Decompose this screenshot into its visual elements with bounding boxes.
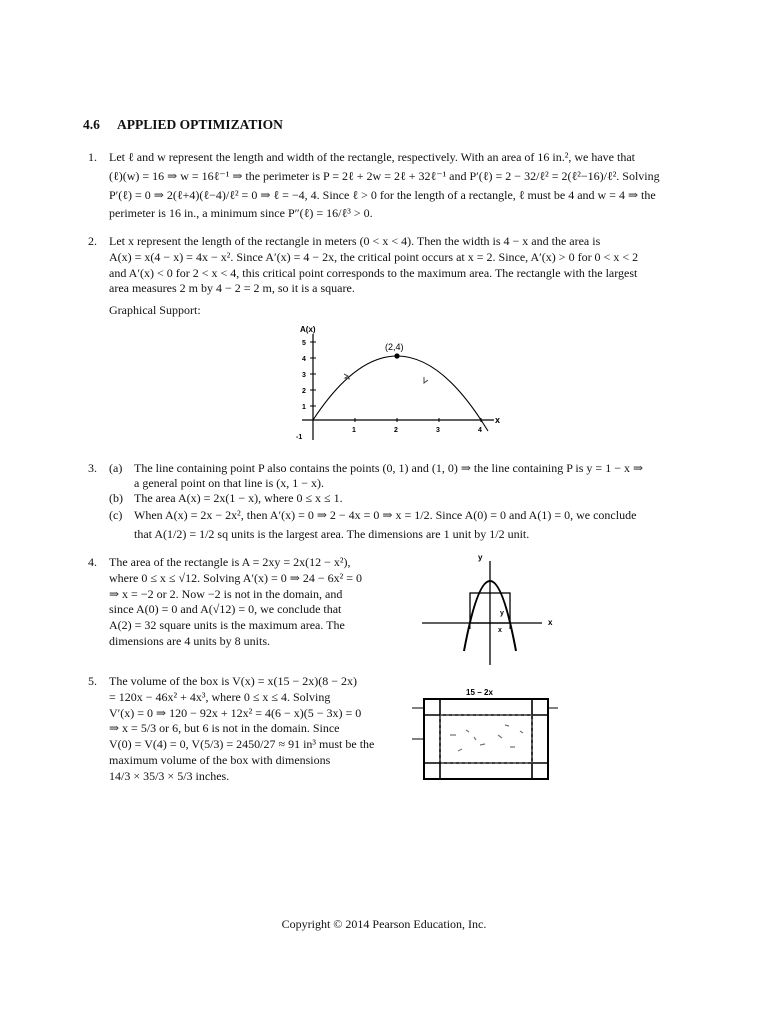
problem-5-line: V(0) = V(4) = 0, V(5/3) = 2450/27 ≈ 91 in³ must be the (109, 737, 375, 752)
problem-4-line: where 0 ≤ x ≤ √12. Solving A′(x) = 0 ⇒ 24 − 6x² = 0 (109, 570, 362, 585)
height-label: y (500, 610, 504, 617)
problem-number: 1. (88, 150, 97, 164)
max-point-label: (2,4) (385, 342, 404, 352)
problem-5-line: maximum volume of the box with dimensions (109, 752, 331, 767)
fold-region (440, 715, 532, 763)
width-label: x (498, 627, 502, 634)
inscribed-rectangle-figure (418, 551, 558, 669)
problem-5-line: 14/3 × 35/3 × 5/3 inches. (109, 768, 230, 783)
problem-5-line: = 120x − 46x² + 4x³, where 0 ≤ x ≤ 4. Solving (109, 689, 331, 704)
y-tick-label: 4 (302, 356, 306, 363)
problem-2-line: and A′(x) < 0 for 2 < x < 4, this critical point corresponds to the maximum area. The rectangle with the largest (109, 265, 638, 280)
problem-number: 3. (88, 461, 97, 475)
section-heading (83, 117, 283, 133)
x-tick-label: 3 (436, 427, 440, 434)
section-title: APPLIED OPTIMIZATION (117, 117, 283, 132)
problem-1-line: perimeter is 16 in., a minimum since P″(ℓ) = 16/ℓ³ > 0. (109, 206, 373, 221)
copyright-footer: Copyright © 2014 Pearson Education, Inc. (281, 917, 487, 931)
problem-2-line: A(x) = x(4 − x) = 4x − x². Since A′(x) = 4 − 2x, the critical point occurs at x = 2. Since, A′(x) > 0 for 0 < x < 2 (109, 249, 639, 264)
problem-2-line: area measures 2 m by 4 − 2 = 2 m, so it is a square. (109, 281, 355, 296)
area-parabola-graph (288, 322, 510, 446)
y-tick-label: 3 (302, 372, 306, 379)
problem-5-line: ⇒ x = 5/3 or 6, but 6 is not in the domain. Since (109, 721, 340, 736)
y-tick-label: 1 (302, 404, 306, 411)
y-tick-label: 2 (302, 388, 306, 395)
section-number: 4.6 (83, 117, 100, 132)
top-dimension-label: 15 − 2x (466, 688, 493, 697)
x-axis-label: x (548, 618, 553, 627)
problem-number: 5. (88, 674, 97, 688)
y-tick-label: 5 (302, 340, 306, 347)
problem-4-line: The area of the rectangle is A = 2xy = 2x(12 − x²), (109, 555, 351, 569)
y-tick-label: -1 (296, 434, 303, 441)
x-axis-label: x (495, 415, 501, 425)
max-point (394, 353, 399, 358)
tick-mark (424, 377, 428, 383)
problem-5-line: The volume of the box is V(x) = x(15 − 2x)(8 − 2x) (109, 674, 358, 688)
problem-4-line: dimensions are 4 units by 8 units. (109, 633, 270, 648)
x-tick-label: 4 (478, 427, 482, 434)
problem-4-line: ⇒ x = −2 or 2. Now −2 is not in the domain, and (109, 586, 343, 601)
problem-1-line: Let ℓ and w represent the length and width of the rectangle, respectively. With an area of 16 in.², we have that (109, 150, 636, 164)
problem-1-line: P′(ℓ) = 0 ⇒ 2(ℓ+4)(ℓ−4)/ℓ² = 0 ⇒ ℓ = −4, 4. Since ℓ > 0 for the length of a rectangle, ℓ must be 4 and w = 4 ⇒ the (109, 187, 656, 202)
problem-number: 4. (88, 555, 97, 569)
problem-5-line: V′(x) = 0 ⇒ 120 − 92x + 12x² = 4(6 − x)(5 − 3x) = 0 (109, 705, 362, 720)
speckle-texture (450, 725, 523, 751)
problem-number: 2. (88, 234, 97, 248)
y-axis-label: A(x) (300, 325, 316, 334)
problem-4-line: since A(0) = 0 and A(√12) = 0, we conclude that (109, 602, 342, 617)
x-tick-label: 2 (394, 427, 398, 434)
problem-2-line: Let x represent the length of the rectangle in meters (0 < x < 4). Then the width is 4 − x and the area is (109, 234, 601, 248)
box-net-figure (410, 685, 560, 785)
x-tick-label: 1 (352, 427, 356, 434)
y-axis-label: y (478, 553, 483, 562)
graphical-support-label: Graphical Support: (109, 303, 201, 317)
problem-1-line: (ℓ)(w) = 16 ⇒ w = 16ℓ⁻¹ ⇒ the perimeter is P = 2ℓ + 2w = 2ℓ + 32ℓ⁻¹ and P′(ℓ) = 2 − 32/ℓ² = 2(ℓ²−16)/ℓ². Solving (109, 168, 660, 183)
problem-4-line: A(2) = 32 square units is the maximum area. The (109, 618, 345, 633)
sheet-outline (424, 699, 548, 779)
